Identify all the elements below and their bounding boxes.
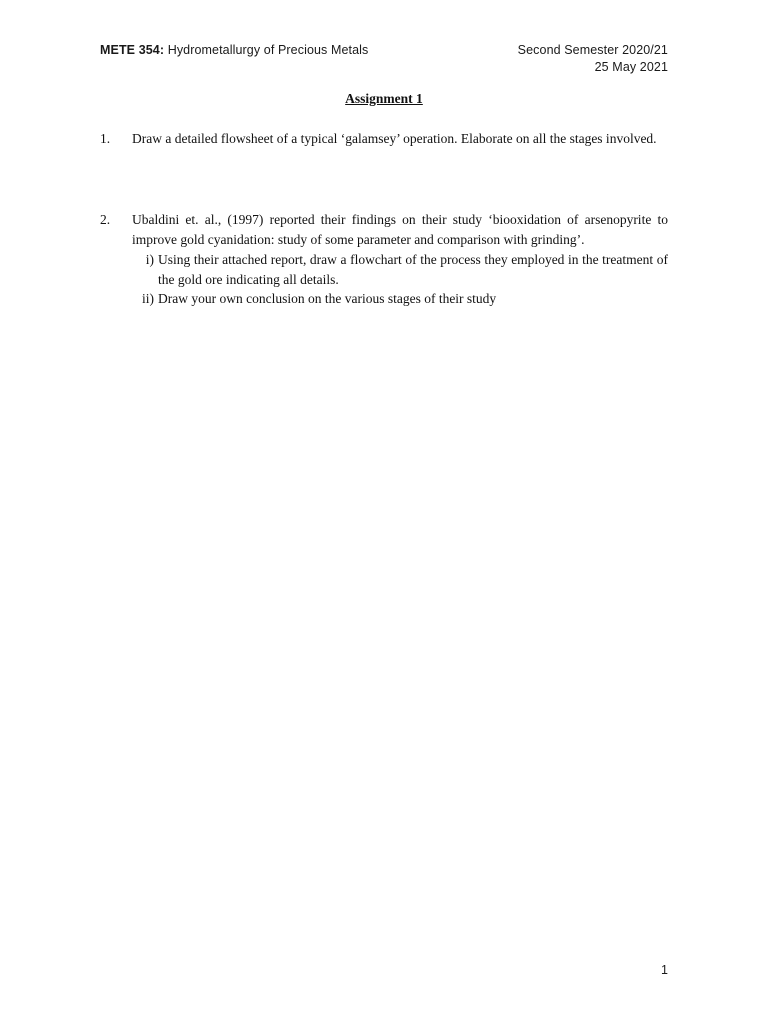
header-semester: Second Semester 2020/21: [517, 43, 668, 57]
question-2: [0, 210, 768, 254]
question-text: Ubaldini et. al., (1997) reported their findings on their study ‘biooxidation of arsenopyrite to improve gold cyanidation: study of some parameter and comparison with grinding’.: [132, 212, 668, 247]
subitem-text: Using their attached report, draw a flowchart of the process they employed in the treatment of the gold ore indicating all details.: [158, 252, 668, 287]
header-date: 25 May 2021: [594, 60, 668, 74]
subitem-ii: [0, 289, 768, 309]
subitem-number: i): [145, 252, 154, 267]
question-number: 1.: [100, 131, 111, 146]
subitem-text: Draw your own conclusion on the various stages of their study: [158, 291, 497, 306]
question-text: Draw a detailed flowsheet of a typical ‘galamsey’ operation. Elaborate on all the stages involved.: [132, 131, 657, 146]
subitem-number: ii): [142, 291, 154, 306]
course-title: Hydrometallurgy of Precious Metals: [164, 43, 369, 57]
assignment-title: Assignment 1: [345, 91, 423, 106]
subitem-i: [0, 250, 768, 290]
header-course: [100, 43, 368, 57]
page-number: 1: [661, 963, 668, 977]
question-number: 2.: [100, 212, 111, 227]
course-code: METE 354:: [100, 43, 165, 57]
question-1: [0, 129, 768, 173]
